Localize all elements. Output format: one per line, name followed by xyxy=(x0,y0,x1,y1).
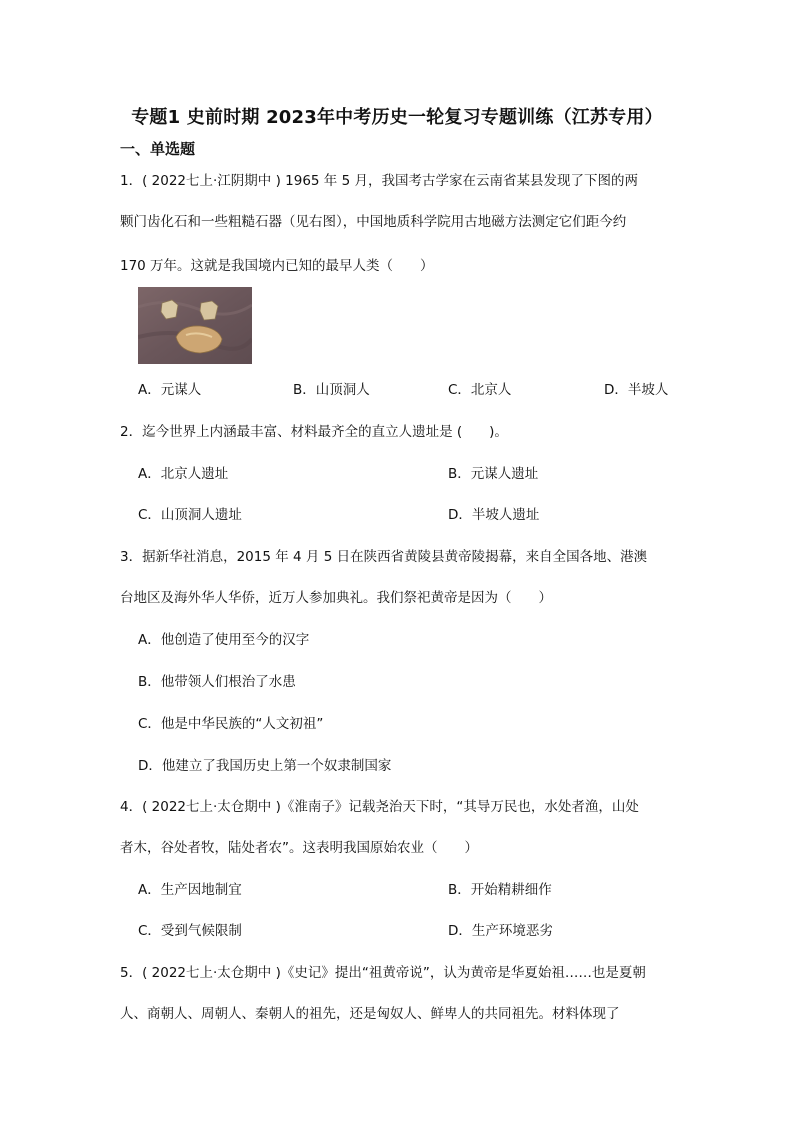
q4-option-b: B．开始精耕细作 xyxy=(448,882,552,898)
question-5-line-2: 人、商朝人、周朝人、秦朝人的祖先，还是匈奴人、鲜卑人的共同祖先。材料体现了 xyxy=(120,1006,620,1022)
question-1-line-1: 1．( 2022七上·江阴期中 ) 1965 年 5 月，我国考古学家在云南省某县发现了下图的两 xyxy=(120,173,638,189)
section-heading: 一、单选题 xyxy=(120,140,196,158)
q1-option-c: C．北京人 xyxy=(448,382,512,398)
q3-option-a: A．他创造了使用至今的汉字 xyxy=(138,632,310,648)
question-4-line-1: 4．( 2022七上·太仓期中 )《淮南子》记载尧治天下时，“其导万民也，水处者渔，山处 xyxy=(120,799,639,815)
question-2-line-1: 2．迄今世界上内涵最丰富、材料最齐全的直立人遗址是 ( )。 xyxy=(120,424,508,440)
question-5-line-1: 5．( 2022七上·太仓期中 )《史记》提出“祖黄帝说”，认为黄帝是华夏始祖……也是夏朝 xyxy=(120,965,646,981)
question-1-line-3: 170 万年。这就是我国境内已知的最早人类（ ） xyxy=(120,258,434,274)
q2-option-d: D．半坡人遗址 xyxy=(448,507,540,523)
q1-option-a: A．元谋人 xyxy=(138,382,202,398)
question-3-line-2: 台地区及海外华人华侨，近万人参加典礼。我们祭祀黄帝是因为（ ） xyxy=(120,590,552,606)
q2-option-b: B．元谋人遗址 xyxy=(448,466,539,482)
question-1-line-2: 颗门齿化石和一些粗糙石器（见右图），中国地质科学院用古地磁方法测定它们距今约 xyxy=(120,214,627,230)
question-3-line-1: 3．据新华社消息，2015 年 4 月 5 日在陕西省黄陵县黄帝陵揭幕，来自全国各地、港澳 xyxy=(120,549,648,565)
q4-option-d: D．生产环境恶劣 xyxy=(448,923,553,939)
q2-option-c: C．山顶洞人遗址 xyxy=(138,507,242,523)
question-4-line-2: 者木，谷处者牧，陆处者农”。这表明我国原始农业（ ） xyxy=(120,840,478,856)
q3-option-c: C．他是中华民族的“人文初祖” xyxy=(138,716,324,732)
q1-option-d: D．半坡人 xyxy=(604,382,669,398)
q1-option-b: B．山顶洞人 xyxy=(293,382,370,398)
q3-option-d: D．他建立了我国历史上第一个奴隶制国家 xyxy=(138,758,392,774)
q4-option-c: C．受到气候限制 xyxy=(138,923,242,939)
q3-option-b: B．他带领人们根治了水患 xyxy=(138,674,296,690)
q2-option-a: A．北京人遗址 xyxy=(138,466,229,482)
fossil-photo xyxy=(138,287,252,364)
page-title: 专题1 史前时期 2023年中考历史一轮复习专题训练（江苏专用） xyxy=(131,107,663,128)
q4-option-a: A．生产因地制宜 xyxy=(138,882,242,898)
